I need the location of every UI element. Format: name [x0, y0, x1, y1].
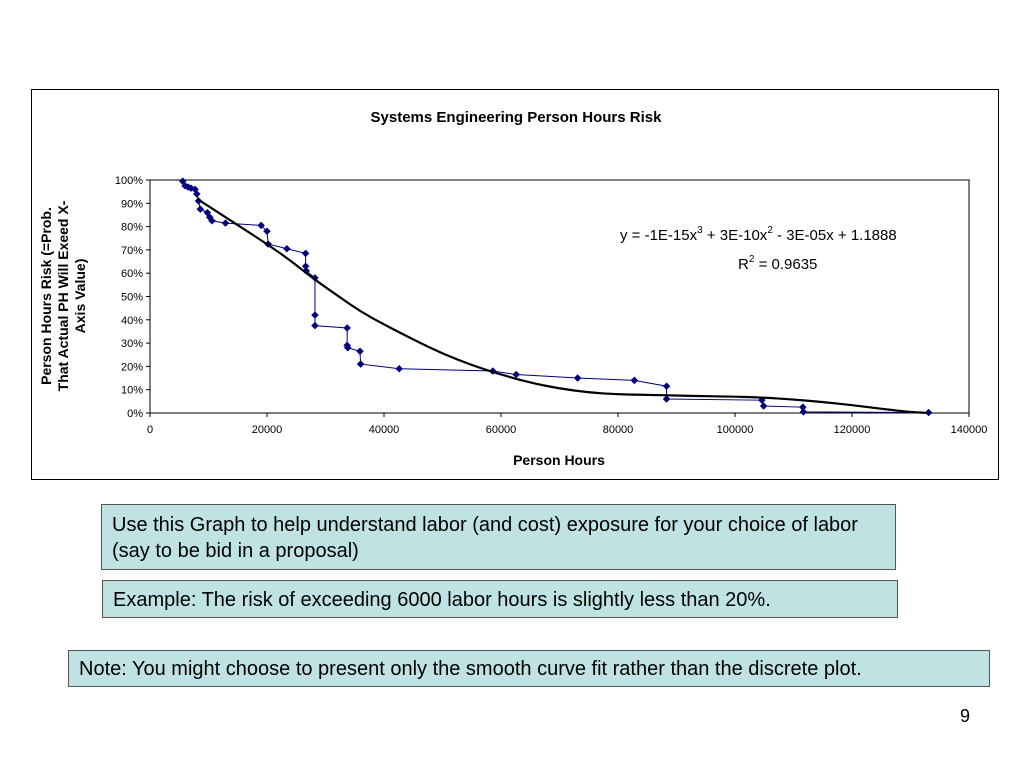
- y-tick-label: 20%: [120, 361, 143, 374]
- slide-number: 9: [959, 706, 970, 726]
- y-axis-label-line-2: That Actual PH Will Exeed X-: [55, 200, 71, 392]
- y-tick-label: 90%: [120, 198, 143, 211]
- y-tick-label: 50%: [120, 291, 143, 304]
- x-tick-label: 40000: [368, 424, 400, 436]
- y-axis-label: [38, 200, 88, 391]
- chart-frame: [31, 89, 999, 480]
- y-tick-label: 30%: [120, 338, 143, 351]
- note-box-curve-fit: [68, 650, 990, 687]
- r-squared-label: $R^2 = 0.9635$: [738, 254, 818, 273]
- note-text-example: Example: The risk of exceeding 6000 labor hours is slightly less than 20%.: [113, 589, 771, 611]
- x-tick-label: 0: [146, 424, 154, 436]
- note-box-example: [102, 580, 898, 618]
- x-tick-label: 20000: [251, 424, 283, 436]
- x-tick-label: 60000: [485, 424, 517, 436]
- axes: [146, 180, 969, 417]
- plot-area: [150, 180, 969, 413]
- x-tick-label: 140000: [950, 424, 988, 436]
- y-axis-label-line-3: Axis Value): [72, 258, 88, 334]
- y-tick-label: 80%: [120, 221, 143, 234]
- y-tick-label: 40%: [120, 314, 143, 327]
- x-axis-label: Person Hours: [513, 452, 605, 468]
- y-tick-label: 0%: [127, 408, 143, 420]
- y-tick-label: 60%: [120, 268, 143, 281]
- y-tick-label: 10%: [120, 384, 143, 397]
- y-tick-label: 70%: [120, 244, 143, 257]
- person-hours-risk-chart: [32, 90, 1000, 481]
- note-text-graph-usage: Use this Graph to help understand labor (and cost) exposure for your choice of labor (say to be bid in a proposal): [112, 514, 858, 562]
- note-box-graph-usage: [101, 504, 896, 570]
- trendline-equation: $y = -1E-15x^3 + 3E-10x^2 - 3E-05x + 1.1888$: [620, 225, 897, 244]
- y-axis-label-line-1: Person Hours Risk (=Prob.: [38, 207, 54, 385]
- x-tick-label: 120000: [833, 424, 871, 436]
- chart-title: Systems Engineering Person Hours Risk: [370, 109, 662, 126]
- x-tick-label: 80000: [602, 424, 634, 436]
- note-text-curve-fit: Note: You might choose to present only the smooth curve fit rather than the discrete plot.: [79, 658, 862, 680]
- x-tick-label: 100000: [716, 424, 754, 436]
- y-tick-label: 100%: [114, 175, 143, 187]
